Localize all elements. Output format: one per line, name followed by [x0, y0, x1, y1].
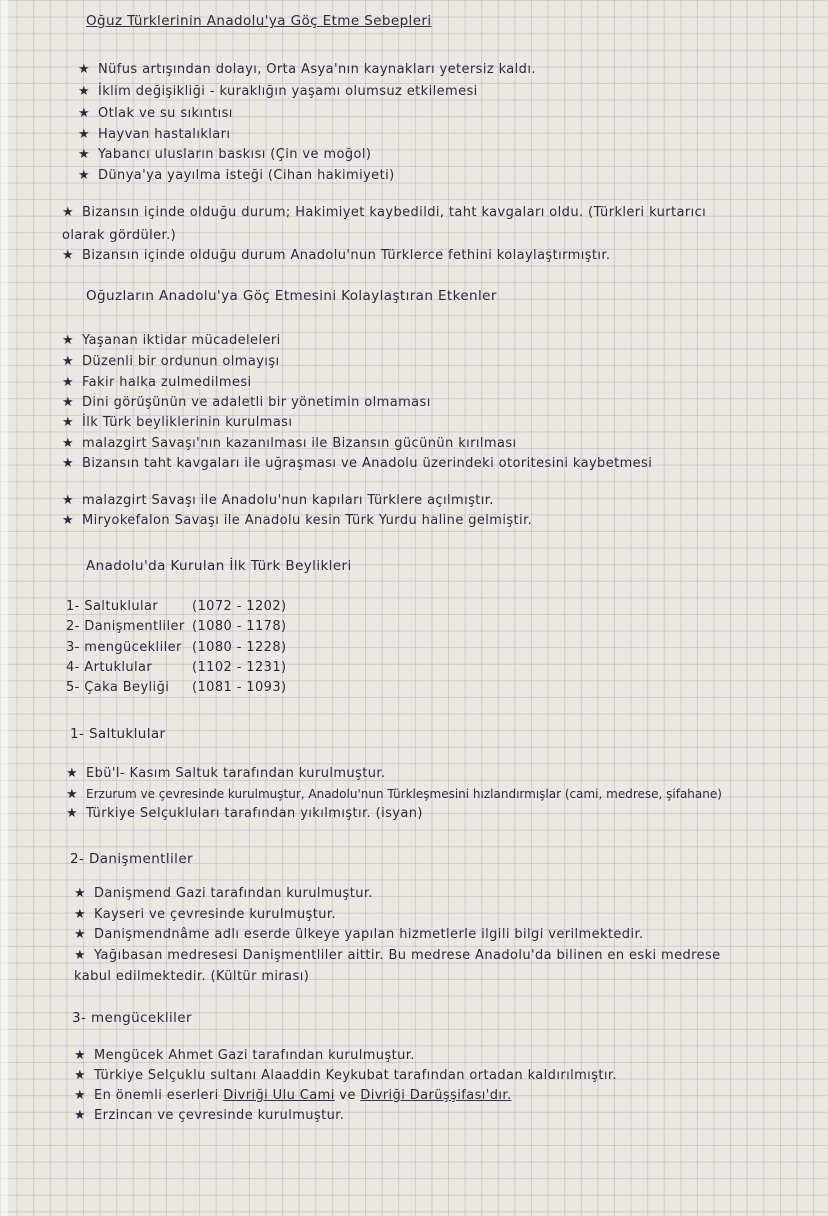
star-icon: ★	[74, 1048, 87, 1063]
star-icon: ★	[74, 927, 87, 942]
star-icon: ★	[74, 886, 87, 901]
bizans-note: ★ Bizansın içinde olduğu durum; Hakimiyet kaybedildi, taht kavgaları oldu. (Türkleri kurtarıcı	[62, 205, 707, 220]
bizans-note: ★ Bizansın içinde olduğu durum Anadolu'nun Türklerce fethini kolaylaştırmıştır.	[62, 248, 611, 263]
saltuk-item: ★ Türkiye Selçukluları tarafından yıkılmıştır. (isyan)	[66, 806, 423, 821]
danisment-item: ★ Danişmend Gazi tarafından kurulmuştur.	[74, 886, 373, 901]
factor-item: ★ İlk Türk beyliklerinin kurulması	[62, 415, 293, 430]
mengucek-item: ★ Mengücek Ahmet Gazi tarafından kurulmuştur.	[74, 1048, 415, 1063]
factor-item: ★ Yaşanan iktidar mücadeleleri	[62, 333, 281, 348]
star-icon: ★	[62, 513, 75, 528]
bizans-note-cont: olarak gördüler.)	[62, 228, 177, 243]
star-icon: ★	[74, 1088, 87, 1103]
star-icon: ★	[74, 948, 87, 963]
factor-item: ★ Düzenli bir ordunun olmayışı	[62, 354, 280, 369]
star-icon: ★	[62, 205, 75, 220]
star-icon: ★	[62, 248, 75, 263]
heading-danismentliler: 2- Danişmentliler	[70, 851, 193, 867]
danisment-item-cont: kabul edilmektedir. (Kültür mirası)	[74, 969, 310, 984]
star-icon: ★	[62, 493, 75, 508]
malazgirt-note: ★ malazgirt Savaşı ile Anadolu'nun kapıları Türklere açılmıştır.	[62, 493, 494, 508]
beylik-row: 2- Danişmentliler (1080 - 1178)	[66, 619, 287, 634]
saltuk-item: ★ Erzurum ve çevresinde kurulmuştur, Anadolu'nun Türkleşmesini hızlandırmışlar (cami, medrese, şifahane)	[66, 787, 722, 802]
divrigi-ulu-cami: Divriği Ulu Cami	[223, 1088, 335, 1103]
star-icon: ★	[78, 168, 91, 183]
danisment-item: ★ Danişmendnâme adlı eserde ülkeye yapılan hizmetlerle ilgili bilgi verilmektedir.	[74, 927, 644, 942]
factor-item: ★ Dini görüşünün ve adaletli bir yönetimin olmaması	[62, 395, 431, 410]
danisment-item: ★ Kayseri ve çevresinde kurulmuştur.	[74, 907, 337, 922]
saltuk-item: ★ Ebü'l- Kasım Saltuk tarafından kurulmuştur.	[66, 766, 386, 781]
reason-item: ★ Otlak ve su sıkıntısı	[78, 106, 233, 121]
factor-item: ★ Bizansın taht kavgaları ile uğraşması ve Anadolu üzerindeki otoritesini kaybetmesi	[62, 456, 653, 471]
mengucek-item: ★ Erzincan ve çevresinde kurulmuştur.	[74, 1108, 345, 1123]
reason-item: ★ Dünya'ya yayılma isteği (Cihan hakimiyeti)	[78, 168, 395, 183]
page-edge	[0, 0, 8, 1216]
star-icon: ★	[62, 436, 75, 451]
star-icon: ★	[78, 147, 91, 162]
beylik-row: 1- Saltuklular (1072 - 1202)	[66, 599, 287, 614]
star-icon: ★	[78, 84, 91, 99]
beylik-row: 5- Çaka Beyliği (1081 - 1093)	[66, 680, 287, 695]
danisment-item: ★ Yağıbasan medresesi Danişmentliler aittir. Bu medrese Anadolu'da bilinen en eski medrese	[74, 948, 721, 963]
factor-item: ★ Fakir halka zulmedilmesi	[62, 375, 252, 390]
heading-migration-reasons: Oğuz Türklerinin Anadolu'ya Göç Etme Sebepleri	[86, 13, 432, 29]
mengucek-item: ★ En önemli eserleri Divriği Ulu Cami ve Divriği Darüşşifası'dır.	[74, 1088, 512, 1103]
reason-item: ★ Hayvan hastalıkları	[78, 127, 231, 142]
star-icon: ★	[62, 375, 75, 390]
factor-item: ★ malazgirt Savaşı'nın kazanılması ile Bizansın gücünün kırılması	[62, 436, 517, 451]
heading-mengucekliler: 3- mengücekliler	[72, 1010, 192, 1026]
star-icon: ★	[62, 395, 75, 410]
reason-item: ★ Yabancı ulusların baskısı (Çin ve moğol)	[78, 147, 372, 162]
star-icon: ★	[66, 806, 79, 821]
star-icon: ★	[66, 787, 78, 802]
star-icon: ★	[74, 1068, 87, 1083]
miryokefalon-note: ★ Miryokefalon Savaşı ile Anadolu kesin Türk Yurdu haline gelmiştir.	[62, 513, 533, 528]
star-icon: ★	[74, 1108, 87, 1123]
reason-item: ★ Nüfus artışından dolayı, Orta Asya'nın kaynakları yetersiz kaldı.	[78, 62, 536, 77]
heading-facilitating-factors: Oğuzların Anadolu'ya Göç Etmesini Kolaylaştıran Etkenler	[86, 288, 497, 304]
beylik-row: 4- Artuklular (1102 - 1231)	[66, 660, 287, 675]
star-icon: ★	[62, 415, 75, 430]
star-icon: ★	[62, 354, 75, 369]
star-icon: ★	[78, 106, 91, 121]
reason-item: ★ İklim değişikliği - kuraklığın yaşamı olumsuz etkilemesi	[78, 84, 478, 99]
star-icon: ★	[74, 907, 87, 922]
star-icon: ★	[78, 62, 91, 77]
star-icon: ★	[62, 333, 75, 348]
mengucek-item: ★ Türkiye Selçuklu sultanı Alaaddin Keykubat tarafından ortadan kaldırılmıştır.	[74, 1068, 617, 1083]
heading-saltuklular: 1- Saltuklular	[70, 726, 166, 742]
star-icon: ★	[66, 766, 79, 781]
star-icon: ★	[78, 127, 91, 142]
heading-first-beyliks: Anadolu'da Kurulan İlk Türk Beylikleri	[86, 558, 352, 574]
star-icon: ★	[62, 456, 75, 471]
divrigi-darussifasi: Divriği Darüşşifası'dır.	[360, 1088, 512, 1103]
beylik-row: 3- mengücekliler (1080 - 1228)	[66, 640, 287, 655]
